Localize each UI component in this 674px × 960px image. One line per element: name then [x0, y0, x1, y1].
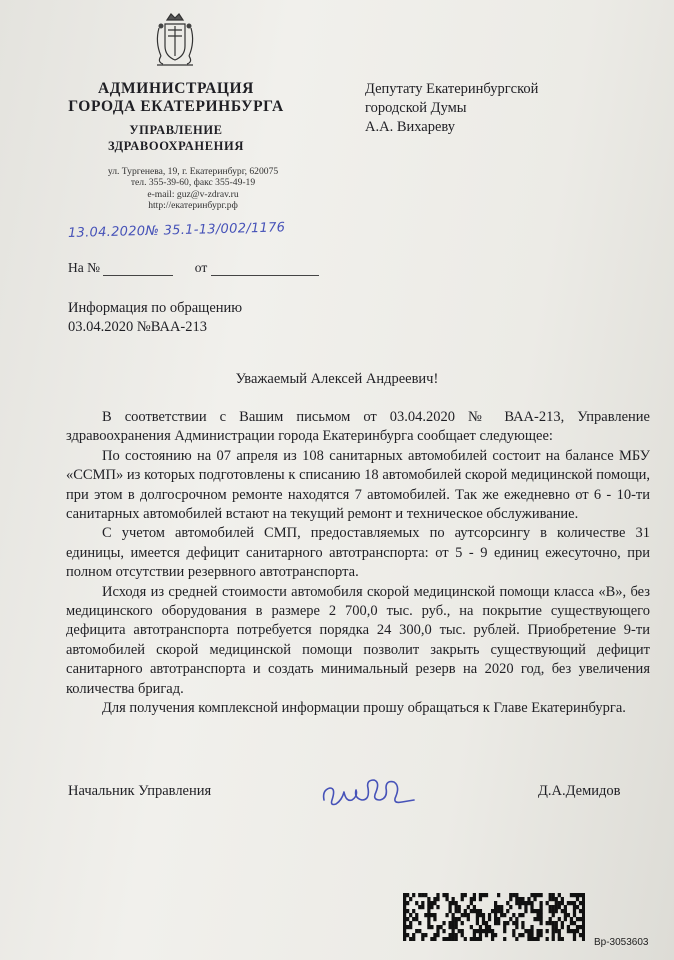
sender-email: e-mail: guz@v-zdrav.ru: [147, 188, 239, 200]
barcode-icon: [403, 893, 585, 941]
subject-line1: Информация по обращению: [68, 300, 243, 316]
document-id: Вр-3053603: [594, 937, 649, 948]
reference-date-label: от: [194, 260, 208, 275]
org-name-line2: ГОРОДА ЕКАТЕРИНБУРГА: [68, 98, 284, 115]
recipient-block: [365, 80, 538, 137]
sender-organization: [66, 80, 286, 154]
recipient-line3: А.А. Вихареву: [365, 119, 456, 135]
body-paragraph: С учетом автомобилей СМП, предоставляемых по аутсорсингу в количестве 31 единицы, имеется дефицит санитарного автотранспорта: от 5 - 9 единиц ежесуточно, при полном отсутствии резервного автотранспорта.: [66, 525, 650, 581]
handwritten-registration-number: 13.04.2020№ 35.1-13/002/1176: [67, 220, 286, 241]
org-name-line1: АДМИНИСТРАЦИЯ: [98, 80, 254, 97]
city-coat-of-arms-icon: [153, 12, 197, 68]
sender-address: ул. Тургенева, 19, г. Екатеринбург, 620075: [107, 166, 279, 177]
recipient-line2: городской Думы: [365, 100, 467, 116]
sender-phones: тел. 355-39-60, факс 355-49-19: [130, 177, 256, 189]
letter-body: [66, 408, 650, 719]
body-paragraph: Исходя из средней стоимости автомобиля скорой медицинской помощи класса «В», без медицинского оборудования в размере 2 700,0 тыс. руб., на покрытие существующего дефицита автотранспорта потребуется порядка 24 300,0 тыс. рублей. Приобретение 9-ти автомобилей скорой медицинской помощи позволит закрыть существующий дефицит санитарного автотранспорта и создать минимальный резерв на 2020 год, без увеличения количества бригад.: [66, 583, 650, 697]
dept-name-line2: ЗДРАВООХРАНЕНИЯ: [108, 139, 244, 153]
letter-subject: [68, 299, 242, 337]
signatory-name: Д.А.Демидов: [538, 783, 621, 799]
sender-website: http://екатеринбург.рф: [148, 199, 238, 211]
body-paragraph: По состоянию на 07 апреля из 108 санитарных автомобилей состоит на балансе МБУ «ССМП» из которых подготовлены к списанию 18 автомобилей скорой медицинской помощи, при этом в долгосрочном ремонте находятся 7 автомобилей. Так же ежедневно от 6 - 10-ти санитарных автомобилей встают на текущий ремонт и техническое обслуживание.: [66, 447, 650, 523]
reference-number-blank: [103, 263, 173, 276]
handwritten-signature-icon: [318, 766, 428, 816]
body-paragraph: В соответствии с Вашим письмом от 03.04.2020 № ВАА-213, Управление здравоохранения Администрации города Екатеринбурга сообщает следующее:: [66, 409, 650, 445]
reference-line: [68, 260, 319, 276]
sender-contacts: [88, 166, 298, 211]
signatory-title: Начальник Управления: [68, 783, 212, 799]
body-paragraph: Для получения комплексной информации прошу обращаться к Главе Екатеринбурга.: [102, 700, 626, 717]
recipient-line1: Депутату Екатеринбургской: [365, 81, 539, 97]
reference-number-label: На №: [68, 260, 100, 275]
greeting: Уважаемый Алексей Андреевич!: [235, 371, 439, 387]
reference-date-blank: [211, 263, 319, 276]
dept-name-line1: УПРАВЛЕНИЕ: [129, 123, 223, 137]
subject-line2: 03.04.2020 №ВАА-213: [68, 319, 207, 335]
